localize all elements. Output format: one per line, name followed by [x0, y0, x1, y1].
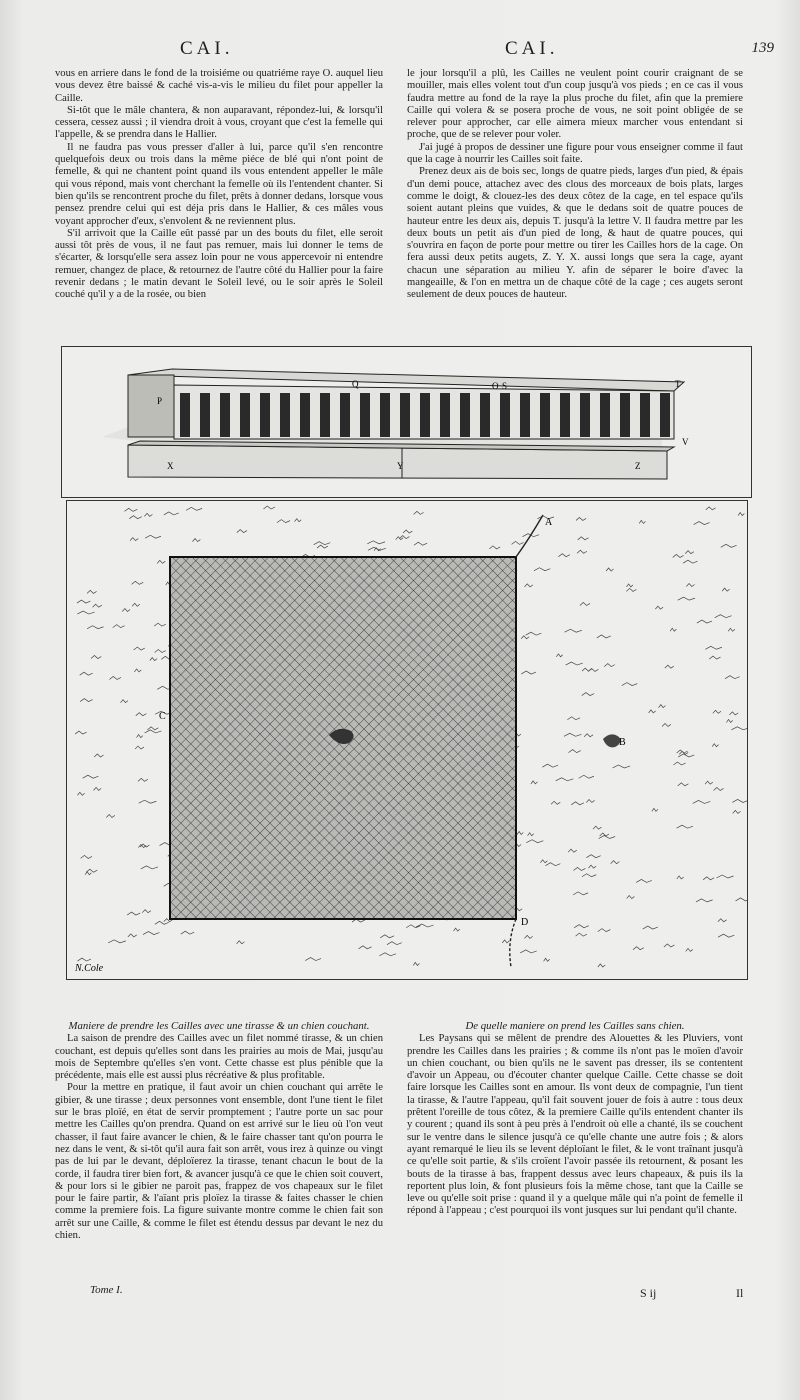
- label-q: Q: [352, 379, 359, 389]
- label-a: A: [545, 517, 553, 528]
- field-net-illustration: [67, 501, 747, 979]
- engraver-signature: N.Cole: [75, 963, 104, 974]
- plate-net-engraving: [66, 500, 748, 980]
- paragraph: le jour lorsqu'il a plû, les Cailles ne veulent point courir craignant de se mouiller, mais elles volent tout d'un coup jusqu'à vos pieds ; en ce cas il vous faudra mettre au fond de la raye la plus proche du filet, afin que la premiere Caille qui volera & se posera proche de vous, ne soit point obligée de se relever pour approcher, car elle aimera mieux marcher vous entendant si proche, que de se relever pour voler.: [407, 68, 743, 141]
- paragraph: J'ai jugé à propos de dessiner une figure pour vous enseigner comme il faut que la cage à nourrir les Cailles soit faite.: [407, 141, 743, 166]
- paragraph: vous en arriere dans le fond de la troisiéme ou quatriéme raye O. auquel lieu vous devez être baissé & caché vis-a-vis le milieu du filet pour appeller la Caille.: [55, 68, 383, 104]
- label-s: S: [502, 381, 508, 391]
- paragraph: Les Paysans qui se mêlent de prendre des Alouettes & les Pluviers, vont prendre les Cailles dans les prairies ; & comme ils n'ont pas le moïen d'avoir un chien couchant, ou bien qu'ils ne le savent pas dresser, ils se contentent d'avoir un Appeau, ou d'écouter chanter quelque Caille. Cette chasse se doit faire lorsque les Cailles sont en amour. Ils vont deux de compagnie, l'un tient la tirasse, & l'autre l'appeau, qu'il fait souvent jouer de fois à autre : tous deux prêtent l'oreille de tous côtez, & la premiere Caille qu'ils entendent chanter ils y courent ; quand ils sont à peu près à l'endroit où elle a chanté, ils se couchent sur le ventre dans le silence jusqu'à ce qu'elle chante une autre fois ; & alors ayant remarqué le lieu ils se levent déploïant le filet, & le vont traînant jusqu'à ce qu'elle soit partie, & s'ils croïent l'avoir passée ils retournent, & posant les bouts de la tirasse à bas, frappent dessus avec leurs chapeaux, & puis ils la reportent plus loin, & font plusieurs fois la même chose, tant que la Caille se leve ou qu'elle soit prise : quand il y a quelque mâle qui n'a point de femelle il répond à l'appeau ; c'est pourquoi ils vont jusques sur lui pendant qu'il chante.: [407, 1033, 743, 1217]
- paragraph: Si-tôt que le mâle chantera, & non auparavant, répondez-lui, & lorsqu'il cessera, cessez aussi ; il viendra droit à vous, croyant que c'est la femelle qui l'appelle, & se prendra dans le Hallier.: [55, 104, 383, 141]
- column-left-top: [55, 68, 383, 302]
- page-number: 139: [751, 40, 774, 56]
- section-heading: De quelle maniere on prend les Cailles sans chien.: [465, 1020, 685, 1032]
- volume-label: Tome I.: [90, 1284, 123, 1296]
- paragraph: La saison de prendre des Cailles avec un filet nommé tirasse, & un chien couchant, est depuis qu'elles sont dans les prairies au mois de Mai, jusqu'au mois de Septembre qu'elles s'en vont. Cette chasse est plus pénible que la précédente, mais elle est aussi plus récréative & plus profitable.: [55, 1033, 383, 1082]
- label-y: Y: [397, 461, 404, 471]
- paragraph: Il ne faudra pas vous presser d'aller à lui, parce qu'il s'en rencontre quelquefois deux ou trois dans la même piéce de blé qui n'ont point de femelle, & qui ne chantent point quand ils vous entendent appeller le mâle qui vous répond, mais vont cherchant la femelle où ils l'entendent chanter. Si bien qu'ils se rencontrent proche du filet, prêts à donner dedans, lorsque vous pensez prendre celui qui est déja pris dans le Hallier, & ces mâles vous voyant approcher d'eux, s'envolent & ne reviennent plus.: [55, 141, 383, 227]
- label-t: T: [675, 379, 681, 389]
- column-left-bottom: [55, 1020, 383, 1242]
- label-c: C: [159, 711, 166, 722]
- label-v: V: [682, 437, 689, 447]
- running-head-right: CAI.: [505, 38, 559, 59]
- cage-illustration: [62, 347, 751, 497]
- label-p: P: [157, 396, 163, 406]
- column-right-bottom: [407, 1020, 743, 1218]
- label-x: X: [167, 461, 174, 471]
- paragraph: S'il arrivoit que la Caille eût passé par un des bouts du filet, elle seroit aussi tôt près de vous, il ne faut pas remuer, mais lui donner le tems de s'écarter, & lorsqu'elle sera assez loin pour ne vous appercevoir ni entendre remuer, changez de place, & retournez de l'autre côté du Hallier pour la faire revenir dedans ; le matin devant le Soleil levé, ou le soir après le Soleil couché qu'il y a de la rosée, ou bien: [55, 227, 383, 301]
- paragraph: Pour la mettre en pratique, il faut avoir un chien couchant qui arrête le gibier, & une tirasse ; deux personnes vont ensemble, dont l'une tient le filet sur le bras ploïé, en état de servir promptement ; l'autre porte un sac pour mettre les Cailles qu'on prendra. Quand on est arrivé sur le lieu où l'on veut chasser, il faut faire avancer le chien, & le faire chasser tant qu'on pourra le nez dans le vent, & si-tôt qu'il aura fait son arrêt, vous irez à quinze ou vingt pas de lui par le devant, déploïerez la tirasse, tenant chacun le bout de la corde, il faudra tirer bien fort, & avancer jusqu'à ce que le chien soit couvert, & pour lors si le gibier ne paroit pas, frappez de vos chapeaux sur le filet pour le faire partir, & l'aïant pris ploïez la tirasse & faites chasser le chien comme la premiere fois. La figure suivante montre comme le chien fait son arrêt sur une Caille, & comme le filet est étendu dessus par devant le nez du chien.: [55, 1082, 383, 1242]
- section-heading: Maniere de prendre les Cailles avec une tirasse & un chien couchant.: [68, 1020, 370, 1032]
- catchword: Il: [736, 1286, 744, 1300]
- label-o: O: [492, 381, 499, 391]
- paragraph: Prenez deux ais de bois sec, longs de quatre pieds, larges d'un pied, & épais d'un demi pouce, attachez avec des clous des morceaux de bois plats, larges comme le doigt, & clouez-les des deux côtez de la cage, en tel espace qu'ils soient autant pleins que vuides, & que le dedans soit de quatre pouces de hauteur entre les deux ais, depuis T. jusqu'à la lettre V. Il faudra mettre par les deux bouts un petit ais d'un pied de long, & haut de quatre pouces, qui s'ouvrira en façon de porte pour mettre ou tirer les Cailles hors de la cage. On fera aussi deux petits augets, Z. Y. X. aussi longs que sera la cage, ayant chacun une séparation au milieu Y. afin de séparer le boire d'avec la mangeaille, & l'on en mettra un de chaque côté de la cage ; ces augets seront seulement de deux pouces de hauteur.: [407, 166, 743, 301]
- running-head-left: CAI.: [180, 38, 234, 59]
- signature-mark: S ij: [640, 1286, 657, 1300]
- column-right-top: [407, 68, 743, 302]
- label-z: Z: [635, 461, 641, 471]
- plate-cage-engraving: [61, 346, 752, 498]
- label-d: D: [521, 917, 529, 928]
- label-b: B: [619, 737, 626, 748]
